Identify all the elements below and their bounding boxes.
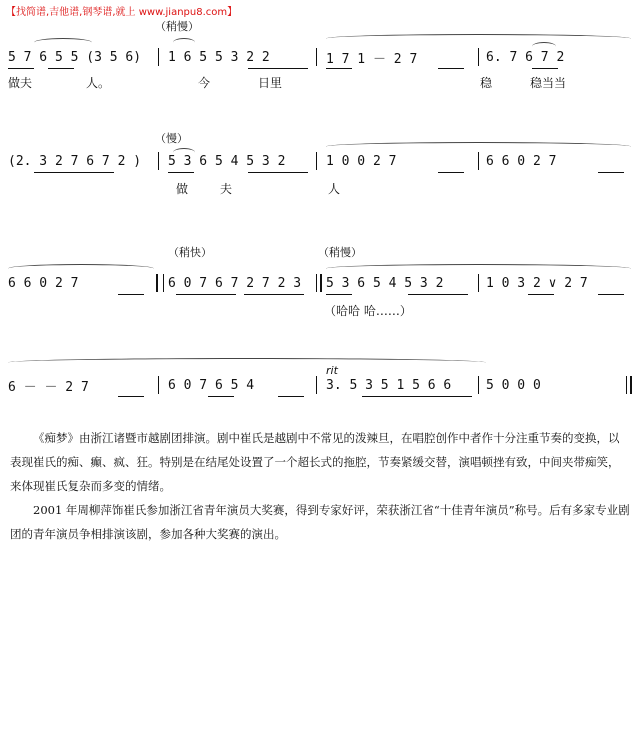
beat-underline [362, 396, 472, 397]
tempo-marking: （慢） [155, 132, 188, 145]
barline [316, 152, 317, 170]
beat-underline [176, 294, 236, 295]
barline [478, 152, 479, 170]
measure: 6 0 7 6 7 2 7 2 3 [168, 275, 302, 291]
lyrics-line [8, 302, 632, 320]
measure: 6 6 0 2 7 [8, 275, 79, 291]
tempo-marking: （稍慢） [155, 20, 199, 33]
tempo-marking: （稍慢） [318, 246, 362, 259]
measure: 6 － － 2 7 [8, 379, 89, 395]
beat-underline [532, 68, 558, 69]
beat-underline [438, 172, 464, 173]
notes-line [8, 150, 632, 172]
beat-underline [248, 172, 308, 173]
barline [158, 376, 159, 394]
lyric: 人 [328, 182, 341, 196]
barline [316, 376, 317, 394]
barline [158, 48, 159, 66]
beat-underline [438, 68, 464, 69]
barline [478, 274, 479, 292]
description-text [10, 426, 630, 546]
measure: 5 3 6 5 4 5 3 2 [168, 153, 286, 169]
barline [316, 48, 317, 66]
barline [158, 152, 159, 170]
lyric: 日里 [258, 76, 283, 90]
tempo-marking: rit [326, 364, 338, 377]
beat-underline [248, 68, 308, 69]
beat-underline [278, 396, 304, 397]
slur [326, 34, 631, 43]
barline [478, 48, 479, 66]
measure: 5 3 6 5 4 5 3 2 [326, 275, 444, 291]
site-watermark: 【找简谱,吉他谱,钢琴谱,就上 www.jianpu8.com】 [6, 7, 238, 18]
measure: 6 0 7 6 5 4 [168, 377, 255, 393]
notes-line [8, 272, 632, 294]
beat-underline [598, 172, 624, 173]
beat-underline [326, 68, 352, 69]
paragraph: 《痴梦》由浙江诸暨市越剧团排演。剧中崔氏是越剧中不常见的泼辣旦，在唱腔创作中者作十分注重节奏的变换，以表现崔氏的痴、癫、疯、狂。特别是在结尾处设置了一个超长式的拖腔，节奏紧缓交替，演唱顿挫有致，中间夹带痴笑，来体现崔氏复杂而多变的情绪。 [10, 431, 620, 493]
score-system-4 [8, 348, 632, 408]
tempo-marking: （稍快） [168, 246, 212, 259]
score-system-2 [8, 128, 632, 208]
repeat-barline [156, 274, 164, 292]
lyric: （哈哈 哈……） [324, 304, 412, 318]
measure: 1 6 5 5 3 2 2 [168, 49, 270, 65]
measure: 1 7 1 － 2 7 [326, 51, 418, 67]
beat-underline [408, 294, 468, 295]
slur [8, 358, 486, 367]
notes-line [8, 374, 632, 396]
measure: 6 6 0 2 7 [486, 153, 557, 169]
measure: 3. 5 3 5 1 5 6 6 [326, 377, 452, 393]
measure: 5 7 6 5 5 (3 5 6) [8, 49, 142, 65]
measure: 6. 7 6 7 2 [486, 49, 565, 65]
beat-underline [34, 172, 114, 173]
lyric: 做 [176, 182, 189, 196]
beat-underline [118, 396, 144, 397]
lyrics-line [8, 74, 632, 92]
measure: 1 0 0 2 7 [326, 153, 397, 169]
beat-underline [48, 68, 74, 69]
beat-underline [118, 294, 144, 295]
lyric: 今 [198, 76, 211, 90]
lyric: 夫 [220, 182, 233, 196]
lyric: 稳 [480, 76, 493, 90]
score-system-1 [8, 18, 632, 98]
beat-underline [8, 68, 34, 69]
measure: 5 0 0 0 [486, 377, 541, 393]
score-system-3 [8, 244, 632, 324]
paragraph: 2001 年周柳萍饰崔氏参加浙江省青年演员大奖赛，得到专家好评，荣获浙江省“十佳青年演员”称号。后有多家专业剧团的青年演员争相排演该剧，参加各种大奖赛的演出。 [10, 503, 630, 541]
barline [478, 376, 479, 394]
measure: (2. 3 2 7 6 7 2 ) [8, 153, 142, 169]
final-barline [626, 376, 632, 394]
lyrics-line [8, 180, 632, 198]
beat-underline [208, 396, 234, 397]
measure: 1 0 3 2 ∨ 2 7 [486, 275, 588, 291]
beat-underline [168, 172, 194, 173]
lyric: 人。 [86, 76, 111, 90]
beat-underline [244, 294, 304, 295]
lyric: 稳当当 [530, 76, 567, 90]
beat-underline [326, 294, 352, 295]
beat-underline [528, 294, 554, 295]
double-barline [316, 274, 322, 292]
beat-underline [598, 294, 624, 295]
notes-line [8, 46, 632, 68]
lyric: 做夫 [8, 76, 33, 90]
